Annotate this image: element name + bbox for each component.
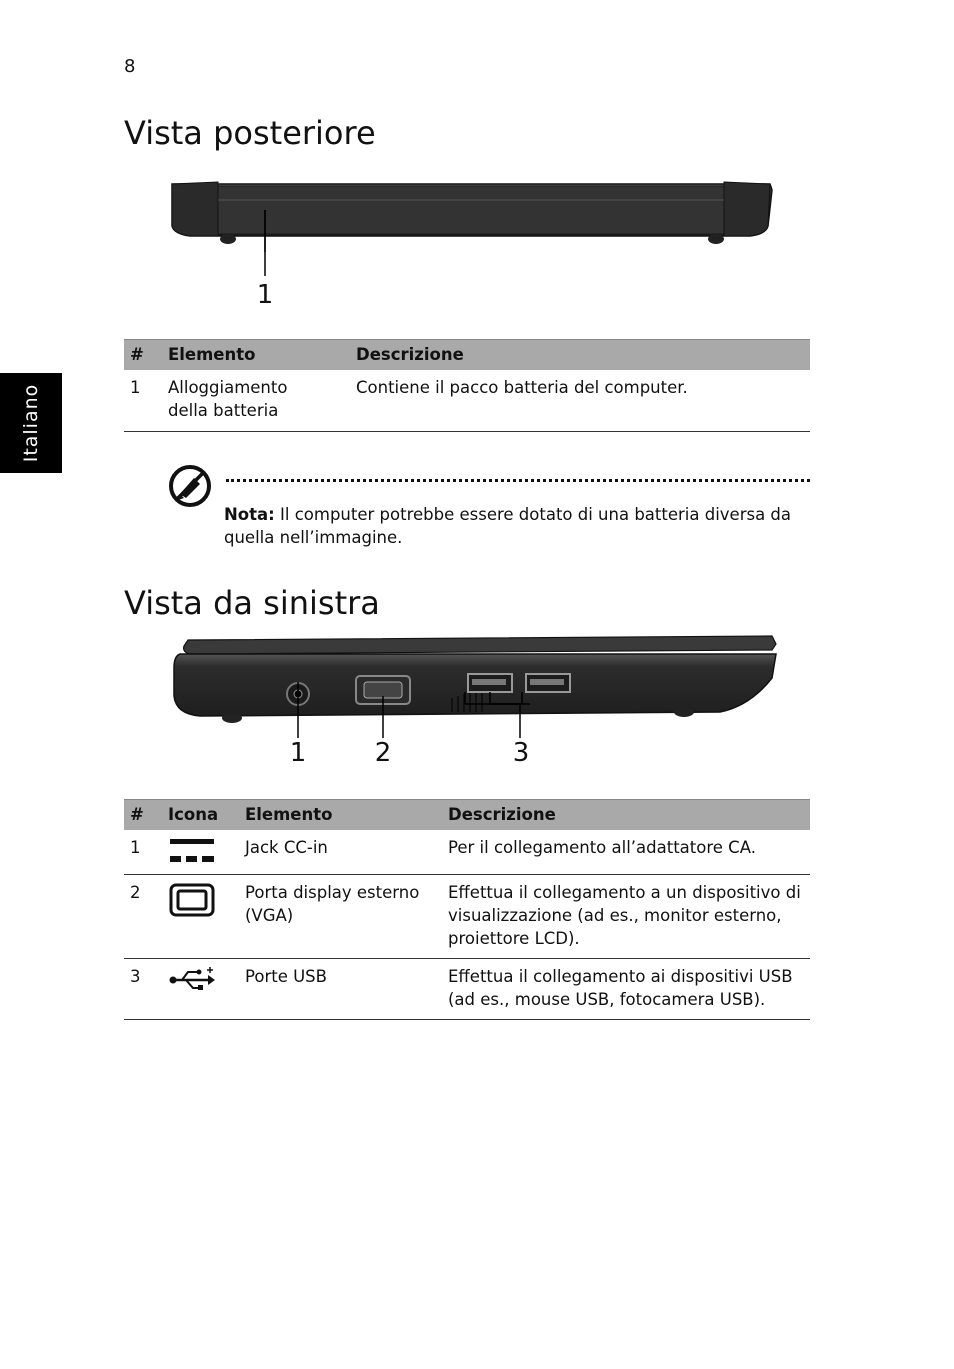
note-divider <box>226 479 810 482</box>
rear-view-illustration <box>160 176 780 252</box>
row-element: Jack CC-in <box>239 830 442 875</box>
left-view-table <box>124 799 810 1020</box>
row-description: Effettua il collegamento a un dispositivo di visualizzazione (ad es., monitor esterno, proiettore LCD). <box>442 875 810 959</box>
column-header-description: Descrizione <box>442 800 810 831</box>
row-icon <box>162 959 239 1020</box>
left-callout-1: 1 <box>289 738 307 768</box>
language-tab-label: Italiano <box>20 383 42 463</box>
row-description: Per il collegamento all’adattatore CA. <box>442 830 810 875</box>
row-number: 1 <box>124 370 162 432</box>
row-icon <box>162 875 239 959</box>
rear-view-title: Vista posteriore <box>124 114 376 152</box>
table-row <box>124 830 810 875</box>
usb-icon <box>168 965 216 995</box>
left-callout-3: 3 <box>512 738 530 768</box>
table-row <box>124 370 810 432</box>
left-view-title: Vista da sinistra <box>124 584 380 622</box>
row-icon <box>162 830 239 875</box>
table-header-row <box>124 800 810 831</box>
row-element <box>162 370 350 432</box>
row-element-line: della batteria <box>168 401 279 420</box>
column-header-description: Descrizione <box>350 340 810 371</box>
column-header-element: Elemento <box>162 340 350 371</box>
column-header-icon: Icona <box>162 800 239 831</box>
table-row <box>124 875 810 959</box>
row-description: Effettua il collegamento ai dispositivi USB (ad es., mouse USB, fotocamera USB). <box>442 959 810 1020</box>
language-tab <box>0 373 62 473</box>
note-label: Nota: <box>224 505 275 524</box>
rear-callout-1: 1 <box>256 280 274 310</box>
left-callout-lines <box>290 682 530 740</box>
note-body: Il computer potrebbe essere dotato di una batteria diversa da quella nell’immagine. <box>224 505 792 547</box>
column-header-number: # <box>124 800 162 831</box>
row-number: 3 <box>124 959 162 1020</box>
page-number: 8 <box>124 56 136 77</box>
vga-icon <box>168 881 216 919</box>
row-element-line: Alloggiamento <box>168 378 288 397</box>
table-row <box>124 959 810 1020</box>
row-description: Contiene il pacco batteria del computer. <box>350 370 810 432</box>
row-element: Porta display esterno (VGA) <box>239 875 442 959</box>
dc-in-icon <box>168 836 216 866</box>
row-number: 2 <box>124 875 162 959</box>
column-header-number: # <box>124 340 162 371</box>
note-text <box>224 503 810 549</box>
rear-view-table <box>124 339 810 432</box>
note-pen-icon <box>168 464 212 508</box>
rear-callout-line <box>264 210 266 276</box>
table-header-row <box>124 340 810 371</box>
left-callout-2: 2 <box>374 738 392 768</box>
row-element: Porte USB <box>239 959 442 1020</box>
column-header-element: Elemento <box>239 800 442 831</box>
row-number: 1 <box>124 830 162 875</box>
